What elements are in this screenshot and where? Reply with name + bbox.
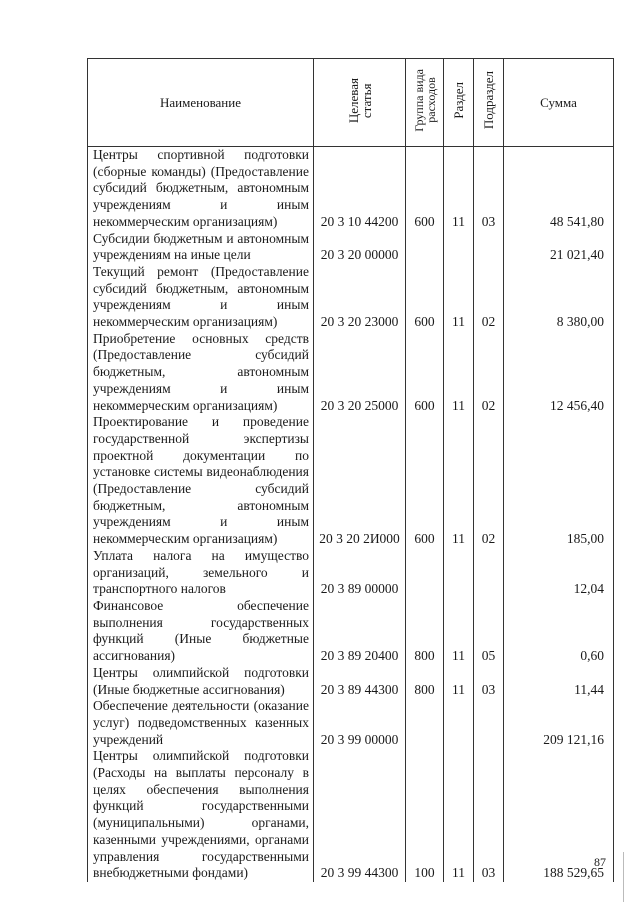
table-row bbox=[88, 698, 614, 748]
row-expense-group: 600 bbox=[406, 264, 444, 331]
row-subsection: 03 bbox=[474, 665, 504, 698]
row-amount: 0,60 bbox=[504, 598, 614, 665]
row-name: Проектирование и проведение государственной экспертизы проектной документации по установке системы видеонаблюдения (Предоставление субсидий бюджетным, автономным учреждениям и иным некоммерческим организациям) bbox=[88, 414, 314, 548]
row-section: 11 bbox=[444, 414, 474, 548]
row-name: Финансовое обеспечение выполнения государственных функций (Иные бюджетные ассигнования) bbox=[88, 598, 314, 665]
row-section bbox=[444, 698, 474, 748]
row-amount: 188 529,65 bbox=[504, 748, 614, 882]
row-name: Обеспечение деятельности (оказание услуг) подведомственных казенных учреждений bbox=[88, 698, 314, 748]
row-name: Приобретение основных средств (Предоставление субсидий бюджетным, автономным учреждениям и иным некоммерческим организациям) bbox=[88, 331, 314, 415]
row-subsection bbox=[474, 698, 504, 748]
row-amount: 12 456,40 bbox=[504, 331, 614, 415]
row-subsection: 02 bbox=[474, 331, 504, 415]
row-target-article: 20 3 20 2И000 bbox=[314, 414, 406, 548]
table-row bbox=[88, 414, 614, 548]
row-subsection bbox=[474, 231, 504, 264]
row-subsection bbox=[474, 548, 504, 598]
row-target-article: 20 3 89 00000 bbox=[314, 548, 406, 598]
row-target-article: 20 3 99 44300 bbox=[314, 748, 406, 882]
row-target-article: 20 3 20 25000 bbox=[314, 331, 406, 415]
row-name: Текущий ремонт (Предоставление субсидий бюджетным, автономным учреждениям и иным некоммерческим организациям) bbox=[88, 264, 314, 331]
row-expense-group: 600 bbox=[406, 414, 444, 548]
row-expense-group: 600 bbox=[406, 331, 444, 415]
row-section: 11 bbox=[444, 331, 474, 415]
row-name: Субсидии бюджетным и автономным учреждениям на иные цели bbox=[88, 231, 314, 264]
row-amount: 209 121,16 bbox=[504, 698, 614, 748]
scan-edge-mark bbox=[623, 852, 624, 902]
table-row bbox=[88, 548, 614, 598]
row-section: 11 bbox=[444, 147, 474, 231]
table-row bbox=[88, 598, 614, 665]
row-name: Центры олимпийской подготовки (Расходы на выплаты персоналу в целях обеспечения выполнения функций государственными (муниципальными) органами, казенными учреждениями, органами управления государственными внебюджетными фондами) bbox=[88, 748, 314, 882]
header-expense-group: Группа вида расходов bbox=[406, 59, 444, 147]
row-amount: 48 541,80 bbox=[504, 147, 614, 231]
table-row bbox=[88, 231, 614, 264]
row-subsection: 05 bbox=[474, 598, 504, 665]
row-subsection: 02 bbox=[474, 414, 504, 548]
row-subsection: 02 bbox=[474, 264, 504, 331]
table-row bbox=[88, 665, 614, 698]
row-target-article: 20 3 99 00000 bbox=[314, 698, 406, 748]
row-subsection: 03 bbox=[474, 147, 504, 231]
page-number: 87 bbox=[594, 855, 606, 869]
header-amount: Сумма bbox=[504, 59, 614, 147]
row-target-article: 20 3 10 44200 bbox=[314, 147, 406, 231]
table-row bbox=[88, 331, 614, 415]
row-expense-group bbox=[406, 231, 444, 264]
row-section: 11 bbox=[444, 264, 474, 331]
row-section: 11 bbox=[444, 598, 474, 665]
row-expense-group: 800 bbox=[406, 598, 444, 665]
row-amount: 21 021,40 bbox=[504, 231, 614, 264]
row-section: 11 bbox=[444, 748, 474, 882]
row-name: Уплата налога на имущество организаций, земельного и транспортного налогов bbox=[88, 548, 314, 598]
header-section: Раздел bbox=[444, 59, 474, 147]
table-row bbox=[88, 147, 614, 231]
table-header-row bbox=[88, 59, 614, 147]
row-amount: 8 380,00 bbox=[504, 264, 614, 331]
row-target-article: 20 3 20 23000 bbox=[314, 264, 406, 331]
row-amount: 11,44 bbox=[504, 665, 614, 698]
table-row bbox=[88, 264, 614, 331]
row-expense-group bbox=[406, 698, 444, 748]
row-expense-group: 600 bbox=[406, 147, 444, 231]
row-amount: 185,00 bbox=[504, 414, 614, 548]
row-subsection: 03 bbox=[474, 748, 504, 882]
row-expense-group: 100 bbox=[406, 748, 444, 882]
row-target-article: 20 3 20 00000 bbox=[314, 231, 406, 264]
row-expense-group: 800 bbox=[406, 665, 444, 698]
row-name: Центры спортивной подготовки (сборные команды) (Предоставление субсидий бюджетным, автономным учреждениям и иным некоммерческим организациям) bbox=[88, 147, 314, 231]
row-target-article: 20 3 89 20400 bbox=[314, 598, 406, 665]
row-section bbox=[444, 548, 474, 598]
table-body bbox=[88, 147, 614, 882]
budget-table bbox=[87, 58, 614, 882]
row-amount: 12,04 bbox=[504, 548, 614, 598]
row-name: Центры олимпийской подготовки (Иные бюджетные ассигнования) bbox=[88, 665, 314, 698]
row-section: 11 bbox=[444, 665, 474, 698]
header-name: Наименование bbox=[88, 59, 314, 147]
header-subsection: Подраздел bbox=[474, 59, 504, 147]
row-section bbox=[444, 231, 474, 264]
table-row bbox=[88, 748, 614, 882]
row-target-article: 20 3 89 44300 bbox=[314, 665, 406, 698]
row-expense-group bbox=[406, 548, 444, 598]
header-target-article: Целевая статья bbox=[314, 59, 406, 147]
